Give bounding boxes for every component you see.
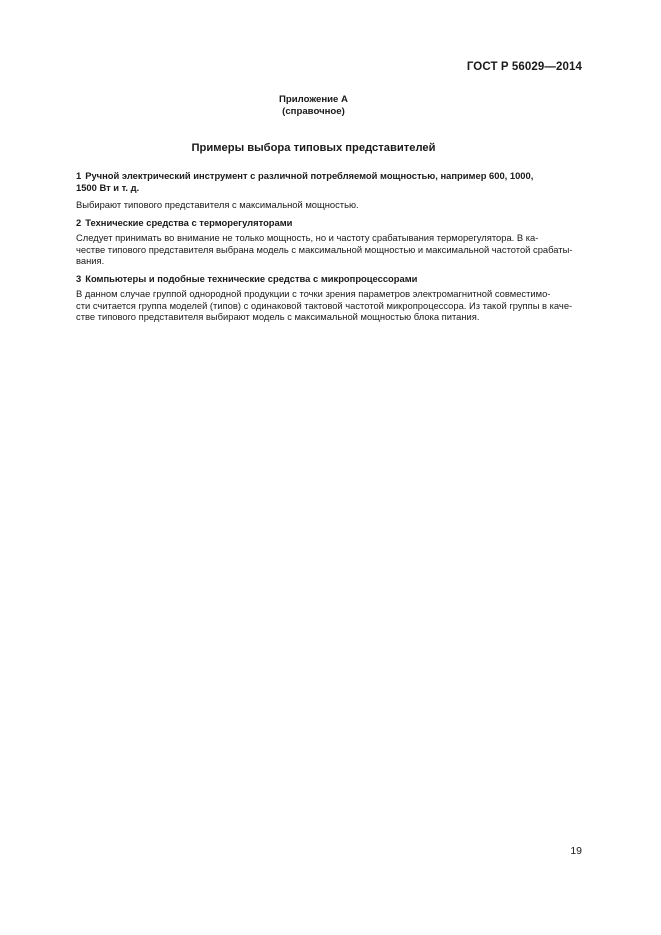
annex-heading bbox=[0, 94, 661, 118]
section-3-body-line-2: сти считается группа моделей (типов) с одинаковой тактовой частотой микропроцессора. Из такой группы в каче- bbox=[76, 299, 573, 311]
section-2-body-line-2: честве типового представителя выбрана модель с максимальной мощностью и максимальной частотой срабаты- bbox=[76, 243, 573, 255]
section-3-body bbox=[76, 288, 584, 323]
section-3 bbox=[76, 273, 584, 323]
section-2-body-line-1: Следует принимать во внимание не только мощность, но и частоту срабатывания терморегулятора. В ка- bbox=[76, 232, 539, 243]
section-2-heading-line-1: Технические средства с терморегуляторами bbox=[85, 216, 293, 228]
document-code-header: ГОСТ Р 56029—2014 bbox=[466, 61, 582, 73]
section-1-body bbox=[76, 199, 584, 211]
section-1-body-line-1: Выбирают типового представителя с максимальной мощностью. bbox=[76, 199, 359, 210]
document-body bbox=[76, 170, 584, 323]
section-2-heading bbox=[76, 217, 584, 229]
section-1-number: 1 bbox=[76, 170, 82, 181]
page-title-text: Примеры выбора типовых представителей bbox=[191, 142, 436, 154]
section-3-heading-line-1: Компьютеры и подобные технические средства с микропроцессорами bbox=[85, 272, 418, 284]
section-2 bbox=[76, 217, 584, 267]
section-1-heading-line-1: Ручной электрический инструмент с различной потребляемой мощностью, например 600, 1000, bbox=[85, 170, 534, 181]
section-2-number: 2 bbox=[76, 216, 82, 228]
page-number: 19 bbox=[570, 845, 582, 857]
page-title bbox=[0, 142, 661, 154]
annex-subtitle: (справочное) bbox=[282, 106, 345, 117]
annex-title: Приложение А bbox=[279, 94, 348, 105]
section-3-heading bbox=[76, 273, 584, 285]
section-3-body-line-3: стве типового представителя выбирают модель с максимальной мощностью блока питания. bbox=[76, 311, 480, 322]
section-2-body bbox=[76, 232, 584, 267]
section-1 bbox=[76, 170, 584, 211]
section-3-body-line-1: В данном случае группой однородной продукции с точки зрения параметров электромагнитной совместимо- bbox=[76, 288, 551, 299]
section-1-heading bbox=[76, 170, 584, 193]
section-3-number: 3 bbox=[76, 272, 82, 284]
section-1-heading-line-2: 1500 Вт и т. д. bbox=[76, 181, 140, 193]
section-2-body-line-3: вания. bbox=[76, 255, 105, 266]
